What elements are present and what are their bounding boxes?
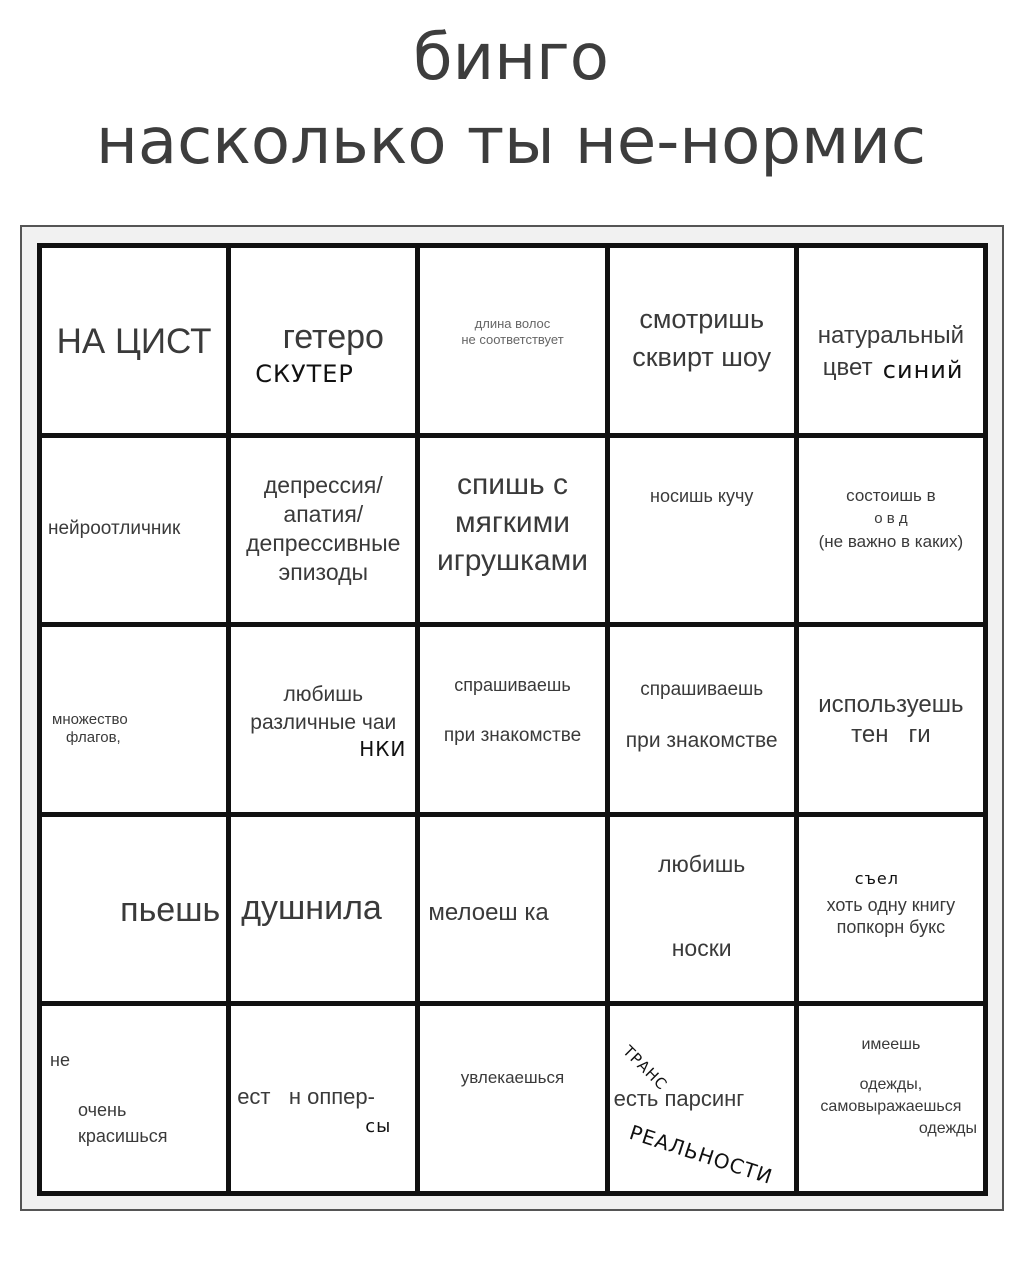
cell-text: одежды [918, 1120, 977, 1138]
cell-text: (не важно в каких) [818, 531, 964, 551]
cell-text: тен ги [851, 721, 931, 749]
bingo-cell[interactable] [610, 817, 794, 1002]
bingo-cell[interactable] [799, 817, 983, 1002]
cell-text: НА ЦИСТ [56, 322, 212, 361]
handwritten-text: СКУТЕР [255, 360, 354, 388]
cell-text: депрессия/ [263, 471, 383, 498]
cell-text: носки [671, 934, 732, 961]
bingo-cell[interactable] [231, 438, 415, 623]
bingo-cell[interactable] [42, 438, 226, 623]
handwritten-text: НКИ [359, 737, 407, 762]
cell-text: при знакомстве [625, 729, 778, 753]
cell-text: ест н оппер- [237, 1084, 375, 1110]
cell-text: любишь [658, 850, 746, 877]
bingo-cell[interactable] [610, 438, 794, 623]
cell-text: носишь кучу [650, 485, 754, 506]
cell-text: длина волос [474, 316, 551, 331]
bingo-cell[interactable] [42, 817, 226, 1002]
cell-text: натуральный [817, 322, 964, 349]
bingo-cell[interactable] [610, 248, 794, 433]
cell-text: увлекаешься [460, 1068, 565, 1088]
handwritten-text: сы [365, 1116, 392, 1138]
cell-text: флагов, [66, 729, 121, 747]
cell-text: используешь [818, 691, 964, 719]
bingo-cell[interactable] [799, 1006, 983, 1191]
handwritten-text: синий [882, 356, 964, 384]
cell-text: есть парсинг [613, 1086, 745, 1112]
cell-text: спишь с [456, 467, 569, 501]
cell-text: множество [52, 711, 128, 729]
cell-text: цвет [822, 354, 873, 381]
cell-text: пьешь [120, 890, 221, 929]
cell-text: очень [78, 1100, 127, 1121]
bingo-grid [37, 243, 988, 1196]
cell-text: имеешь [861, 1036, 921, 1054]
cell-text: спрашиваешь [640, 679, 764, 701]
bingo-cell[interactable] [420, 438, 604, 623]
handwritten-text: съел [854, 868, 899, 888]
cell-text: эпизоды [278, 558, 369, 585]
bingo-cell[interactable] [799, 438, 983, 623]
bingo-cell[interactable] [610, 627, 794, 812]
bingo-cell[interactable] [42, 248, 226, 433]
cell-text: не [50, 1050, 70, 1071]
cell-text: гетеро [282, 318, 384, 356]
handwritten-text: РЕАЛЬНОСТИ [626, 1120, 776, 1190]
bingo-cell[interactable] [799, 248, 983, 433]
bingo-cell[interactable] [231, 627, 415, 812]
bingo-cell[interactable] [610, 1006, 794, 1191]
cell-text: о в д [874, 509, 908, 527]
cell-text: одежды, [859, 1076, 923, 1094]
bingo-subtitle: насколько ты не-нормис [96, 105, 926, 179]
cell-text: апатия/ [283, 500, 364, 527]
bingo-cell[interactable] [231, 248, 415, 433]
bingo-title: бинго [413, 21, 609, 95]
bingo-cell[interactable] [799, 627, 983, 812]
cell-text: при знакомстве [443, 725, 582, 747]
cell-text: любишь [283, 683, 364, 707]
cell-text: игрушками [437, 543, 588, 577]
cell-text: нейроотличник [48, 517, 181, 539]
bingo-cell[interactable] [42, 1006, 226, 1191]
bingo-cell[interactable] [420, 817, 604, 1002]
cell-text: красишься [78, 1126, 168, 1147]
bingo-cell[interactable] [42, 627, 226, 812]
bingo-cell[interactable] [420, 248, 604, 433]
cell-text: смотришь [639, 304, 765, 334]
cell-text: не соответствует [461, 332, 564, 347]
bingo-cell[interactable] [231, 1006, 415, 1191]
cell-text: мелоеш ка [428, 898, 549, 926]
bingo-cell[interactable] [420, 1006, 604, 1191]
bingo-cell[interactable] [420, 627, 604, 812]
cell-text: состоишь в [846, 485, 936, 505]
cell-text: спрашиваешь [454, 675, 571, 696]
cell-text: депрессивные [246, 529, 401, 556]
cell-text: различные чаи [250, 711, 397, 735]
cell-text: попкорн букс [836, 916, 946, 937]
cell-text: сквирт шоу [632, 342, 772, 372]
handwritten-text: ТРАНС [618, 1042, 671, 1095]
cell-text: душнила [241, 888, 382, 927]
cell-text: хоть одну книгу [826, 894, 956, 915]
cell-text: самовыражаешься [820, 1098, 962, 1116]
bingo-cell[interactable] [231, 817, 415, 1002]
cell-text: мягкими [454, 505, 571, 539]
